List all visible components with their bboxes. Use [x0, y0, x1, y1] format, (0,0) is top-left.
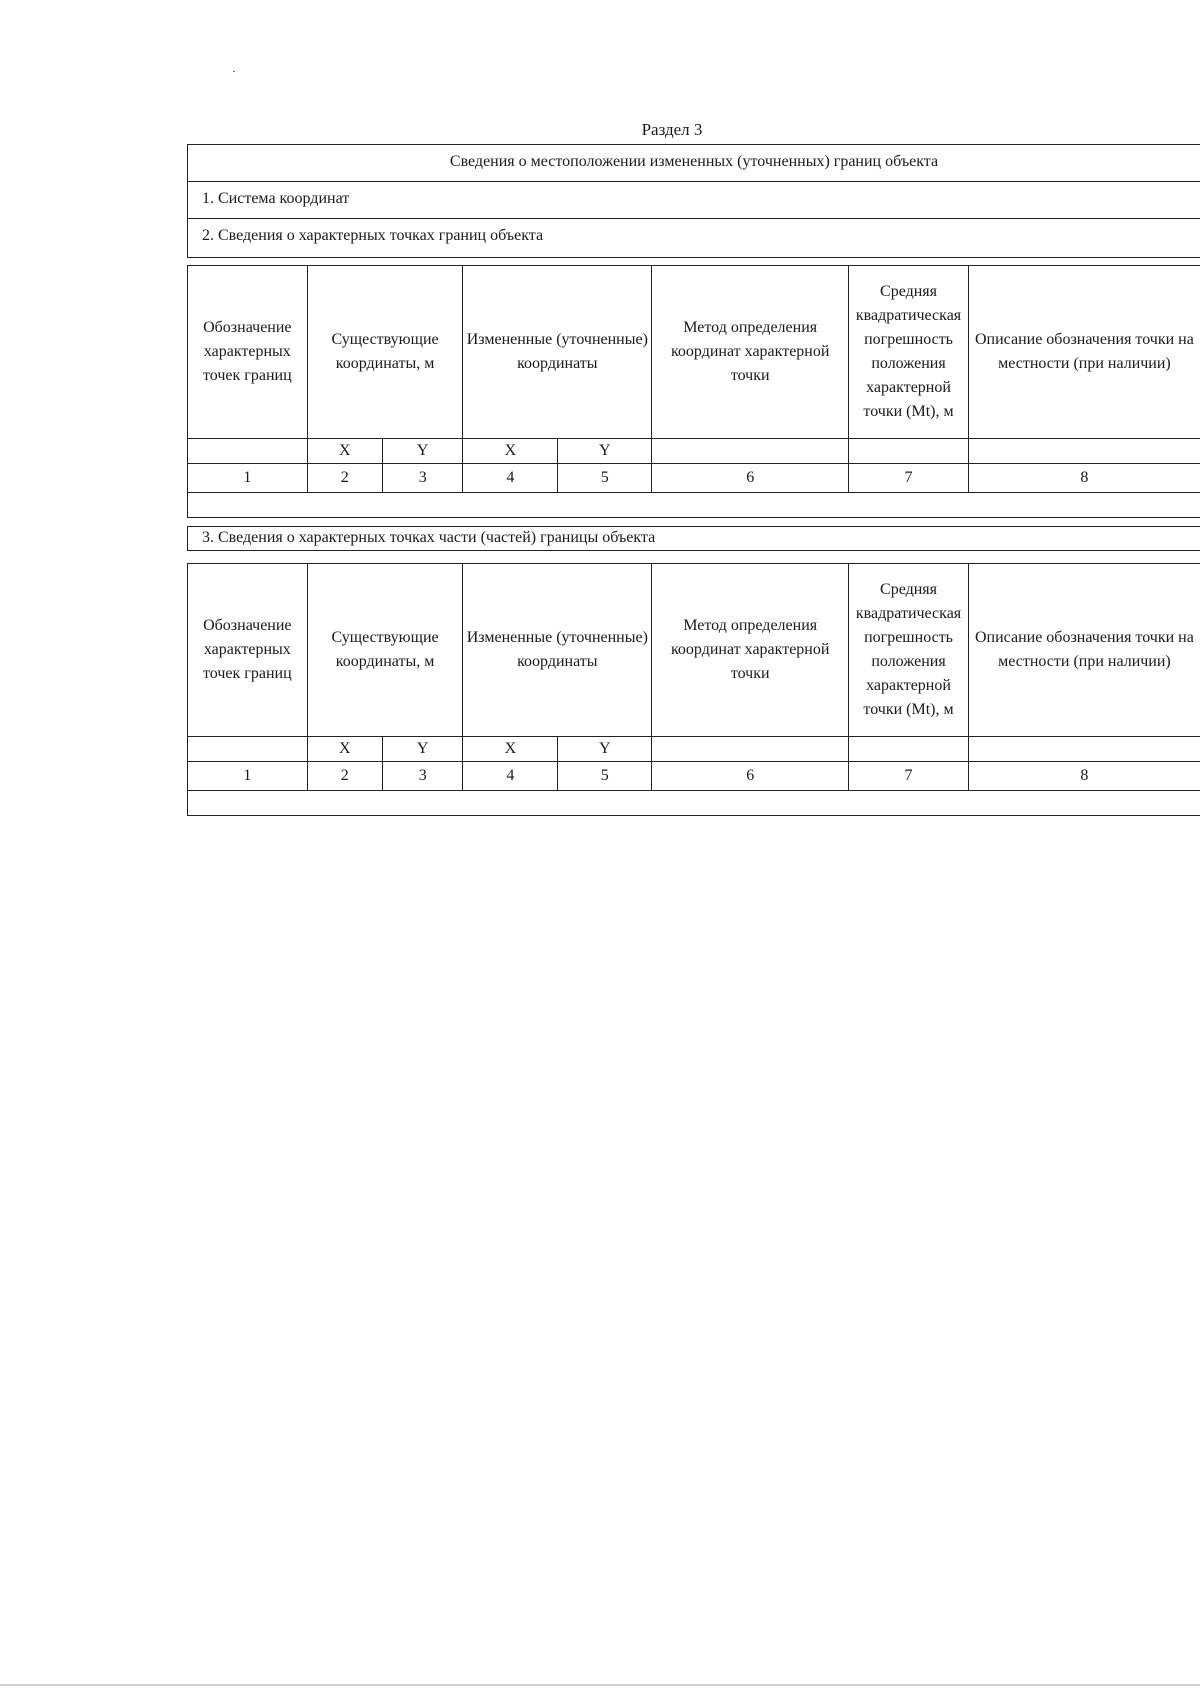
col-number: 4 — [463, 464, 558, 493]
coord-system-row: 1. Система координат — [188, 182, 1200, 219]
col-header-method: Метод определения координат характерной точки — [652, 564, 849, 737]
col-number: 5 — [558, 464, 652, 493]
col-number: 7 — [849, 762, 969, 791]
boundary-points-table — [187, 265, 1200, 518]
axis-y-existing: Y — [382, 737, 462, 762]
col-number: 5 — [558, 762, 652, 791]
axis-x-existing: X — [307, 737, 382, 762]
col-number: 1 — [188, 464, 308, 493]
part-points-table — [187, 563, 1200, 816]
xy-cell-empty — [188, 737, 308, 762]
axis-y-changed: Y — [558, 737, 652, 762]
col-header-designation: Обозначение характерных точек границ — [188, 266, 308, 439]
col-header-method: Метод определения координат характерной точки — [652, 266, 849, 439]
xy-cell-empty — [968, 439, 1200, 464]
xy-cell-empty — [652, 439, 849, 464]
col-number: 4 — [463, 762, 558, 791]
col-number: 1 — [188, 762, 308, 791]
col-number: 7 — [849, 464, 969, 493]
xy-cell-empty — [849, 439, 969, 464]
col-header-error: Средняя квадратическая погрешность положения характерной точки (Mt), м — [849, 564, 969, 737]
col-number: 6 — [652, 762, 849, 791]
empty-data-row — [188, 791, 1200, 816]
col-number: 8 — [968, 762, 1200, 791]
col-number: 2 — [307, 762, 382, 791]
axis-x-changed: X — [463, 737, 558, 762]
xy-cell-empty — [188, 439, 308, 464]
col-header-changed: Измененные (уточненные) координаты — [463, 266, 652, 439]
col-number: 8 — [968, 464, 1200, 493]
section-title: Раздел 3 — [641, 120, 703, 139]
col-number: 6 — [652, 464, 849, 493]
col-number: 3 — [382, 464, 462, 493]
scan-speck — [233, 71, 235, 72]
col-header-existing: Существующие координаты, м — [307, 564, 463, 737]
xy-cell-empty — [968, 737, 1200, 762]
col-header-existing: Существующие координаты, м — [307, 266, 463, 439]
points-heading-row: 2. Сведения о характерных точках границ объекта — [202, 227, 544, 244]
scan-edge-line — [0, 1684, 1200, 1686]
col-number: 3 — [382, 762, 462, 791]
empty-data-row — [188, 493, 1200, 518]
axis-x-changed: X — [463, 439, 558, 464]
axis-y-existing: Y — [382, 439, 462, 464]
col-header-designation: Обозначение характерных точек границ — [188, 564, 308, 737]
col-header-error: Средняя квадратическая погрешность положения характерной точки (Mt), м — [849, 266, 969, 439]
xy-cell-empty — [849, 737, 969, 762]
info-heading: Сведения о местоположении измененных (уточненных) границ объекта — [188, 145, 1200, 182]
axis-y-changed: Y — [558, 439, 652, 464]
col-header-changed: Измененные (уточненные) координаты — [463, 564, 652, 737]
info-box — [187, 144, 1200, 258]
xy-cell-empty — [652, 737, 849, 762]
col-number: 2 — [307, 464, 382, 493]
part-heading: 3. Сведения о характерных точках части (частей) границы объекта — [187, 526, 1200, 551]
col-header-description: Описание обозначения точки на местности (при наличии) — [968, 266, 1200, 439]
axis-x-existing: X — [307, 439, 382, 464]
col-header-description: Описание обозначения точки на местности (при наличии) — [968, 564, 1200, 737]
